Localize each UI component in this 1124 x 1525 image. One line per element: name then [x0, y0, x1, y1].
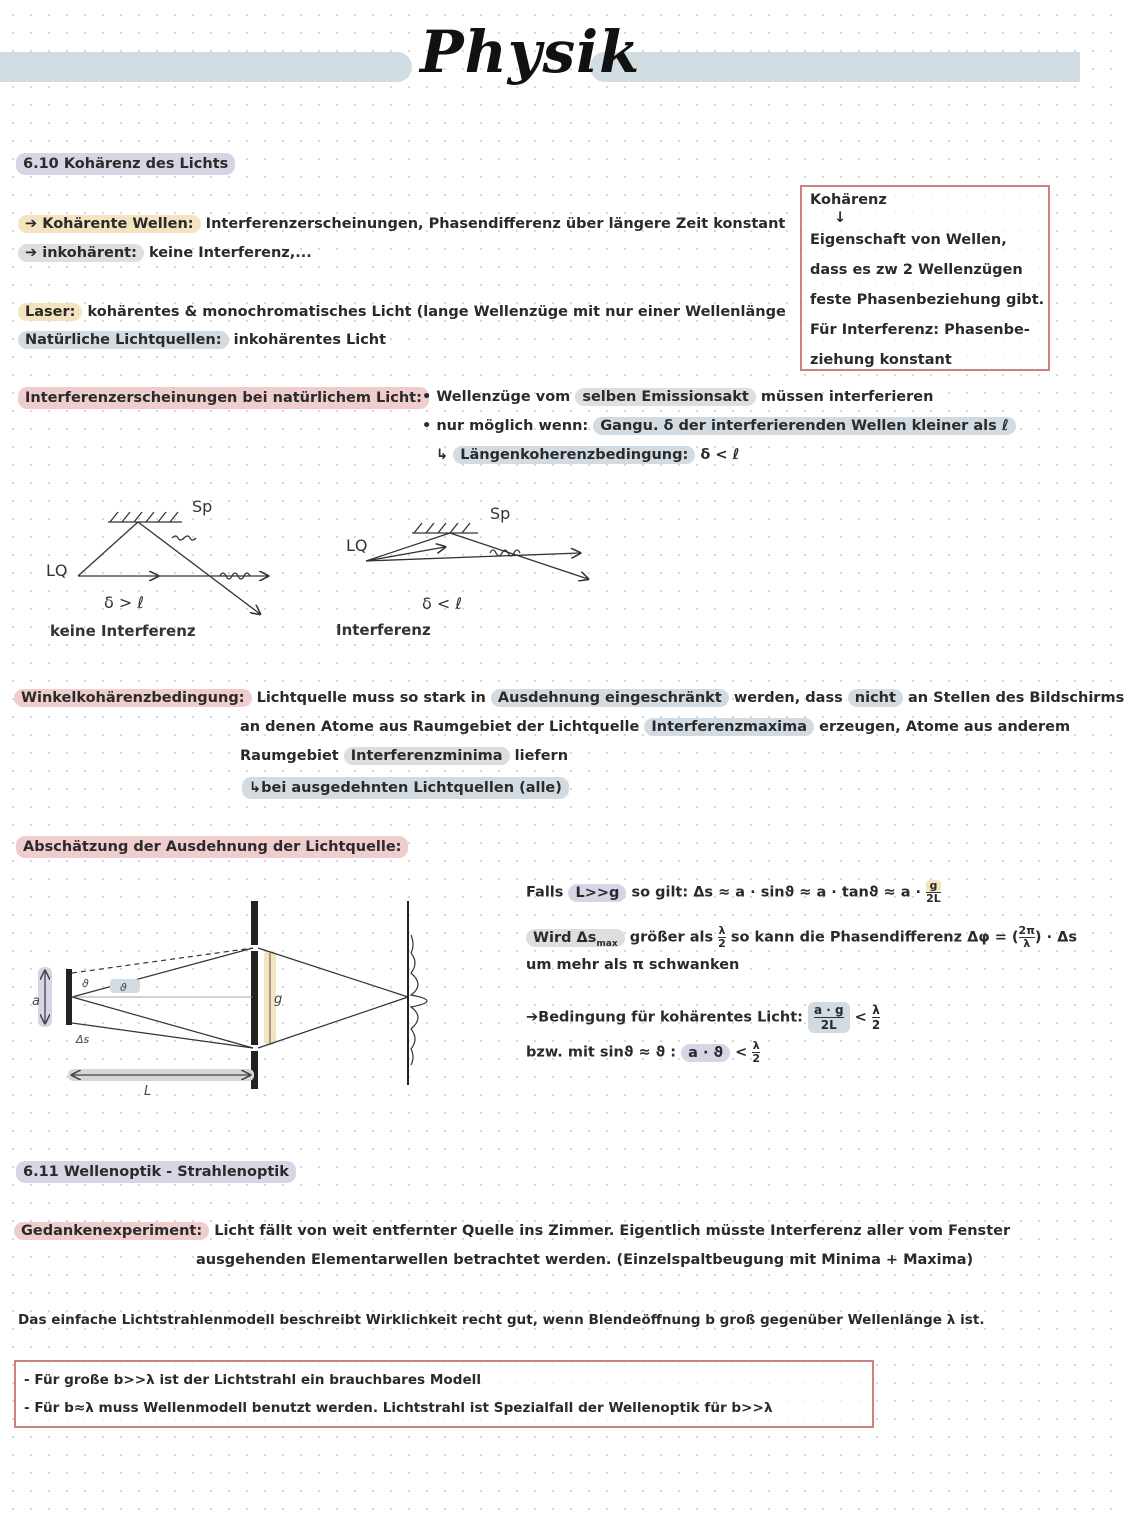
coherent-waves-line [18, 214, 785, 234]
estimation-label: Abschätzung der Ausdehnung der Lichtquelle: [16, 836, 408, 858]
thought-experiment-label: Gedankenexperiment: [14, 1222, 209, 1240]
coherent-text: Interferenzerscheinungen, Phasendifferenz über längere Zeit konstant [205, 216, 786, 232]
theta-label-2: ϑ [120, 981, 127, 994]
fraction-g-over-2L: $\frac{g}{2L}$ [926, 879, 941, 905]
L-label: L [144, 1084, 152, 1099]
emission-act-highlight: selben Emissionsakt [575, 388, 756, 406]
relation-label: δ > ℓ [104, 593, 144, 612]
natural-interference-label: Interferenzerscheinungen bei natürlichem Licht: [18, 387, 429, 409]
source-label: LQ [46, 561, 68, 580]
arrow-turn-icon: ↳ [436, 447, 449, 463]
incoherent-line [18, 243, 312, 263]
formula-line-4: ➔Bedingung für kohärentes Licht: $\frac{a \cdot g}{2L}$ < $\frac{\lambda}{2}$ [526, 1003, 881, 1032]
coherence-box-content [802, 187, 1048, 375]
section-heading-6-10: 6.10 Kohärenz des Lichts [16, 153, 235, 175]
page-title: Physik [420, 18, 641, 86]
g-label: g [274, 992, 283, 1007]
formula-line-2: Wird $\Delta s_{max}$ größer als $\frac{\lambda}{2}$ so kann die Phasendifferenz Δφ = ( $\frac{2\pi}{\lambda}$ ) · Δs [526, 925, 1077, 953]
length-coherence-formula: δ < ℓ [700, 447, 740, 463]
theta-label-1: ϑ [82, 977, 89, 990]
arrow-right-icon: ➔ [25, 216, 38, 232]
slit-plate-top [251, 901, 258, 945]
formula-line-5: bzw. mit sinϑ ≈ ϑ : a · ϑ < $\frac{\lambda}{2}$ [526, 1039, 761, 1065]
angular-coherence-line-1: Winkelkohärenzbedingung: Lichtquelle muss so stark in Ausdehnung eingeschränkt werden, dass nicht an Stellen des Bildschirms [14, 688, 1124, 708]
summary-line-2: - Für b≈λ muss Wellenmodell benutzt werden. Lichtstrahl ist Spezialfall der Wellenoptik für b>>λ [24, 1400, 773, 1416]
mirror-hatching [108, 512, 182, 522]
incoherent-label: ➔ inkohärent: [18, 244, 144, 262]
extended-sources-note: ↳bei ausgedehnten Lichtquellen (alle) [242, 777, 569, 799]
fraction-2pi-over-lambda: $\frac{2\pi}{\lambda}$ [1018, 924, 1035, 950]
formula-line-3: um mehr als π schwanken [526, 957, 740, 973]
path-difference-highlight: Gangu. δ der interferierenden Wellen kleiner als ℓ [593, 417, 1015, 435]
arrow-right-icon: ➔ [25, 245, 38, 261]
delta-s-max-highlight: Wird $\Delta s_{max}$ [526, 929, 625, 947]
light-rays [366, 533, 588, 579]
caption-no-interference: keine Interferenz [50, 622, 196, 640]
laser-label: Laser: [18, 303, 82, 321]
caption-interference: Interferenz [336, 621, 431, 639]
arrow-down-icon: ↓ [834, 210, 847, 226]
fraction-ag-over-2L: $\frac{a \cdot g}{2L}$ [808, 1002, 850, 1033]
coherence-line: feste Phasenbeziehung gibt. [810, 292, 1045, 308]
slit-plate-middle [251, 951, 258, 1045]
extent-limited-highlight: Ausdehnung eingeschränkt [491, 689, 729, 707]
mirror-hatching [412, 523, 478, 533]
thought-experiment-line-2: ausgehenden Elementarwellen betrachtet werden. (Einzelspaltbeugung mit Minima + Maxima) [196, 1252, 974, 1268]
mirror-label: Sp [192, 497, 213, 516]
double-slit-diagram [28, 895, 480, 1100]
natural-label: Natürliche Lichtquellen: [18, 331, 229, 349]
mirror-label: Sp [490, 504, 511, 523]
coherence-line: ziehung konstant [810, 352, 952, 368]
natural-sources-line [18, 330, 386, 350]
ray-model-summary-box [14, 1360, 874, 1428]
angular-coherence-line-2: an denen Atome aus Raumgebiet der Lichtquelle Interferenzmaxima erzeugen, Atome aus anderem [240, 719, 1071, 735]
section-heading-6-11: 6.11 Wellenoptik - Strahlenoptik [16, 1161, 296, 1183]
natural-interference-bullet-1: • Wellenzüge vom selben Emissionsakt müssen interferieren [422, 389, 934, 405]
not-highlight: nicht [848, 689, 903, 707]
laser-text: kohärentes & monochromatisches Licht (lange Wellenzüge mit nur einer Wellenlänge [87, 304, 786, 320]
a-label: a [32, 994, 40, 1009]
natural-interference-bullet-2: • nur möglich wenn: Gangu. δ der interferierenden Wellen kleiner als ℓ [422, 416, 1016, 436]
maxima-highlight: Interferenzmaxima [644, 718, 814, 736]
light-source [66, 969, 72, 1025]
fraction-lambda-over-2: $\frac{\lambda}{2}$ [752, 1039, 761, 1065]
coherence-line: Eigenschaft von Wellen, [810, 232, 1007, 248]
fraction-lambda-over-2: $\frac{\lambda}{2}$ [871, 1003, 881, 1032]
coherence-term: Kohärenz [810, 192, 887, 208]
diagram-no-interference [30, 490, 290, 650]
length-coherence-highlight: Längenkoherenzbedingung: [453, 446, 695, 464]
title-bar-left [0, 52, 412, 82]
natural-text: inkohärentes Licht [233, 332, 387, 348]
angular-coherence-line-3: Raumgebiet Interferenzminima liefern [240, 748, 569, 764]
length-coherence-condition [436, 445, 739, 465]
intensity-pattern [411, 935, 427, 1065]
formula-line-1: Falls L>>g so gilt: Δs ≈ a · sinϑ ≈ a · tanϑ ≈ a · $\frac{g}{2L}$ [526, 879, 941, 905]
slit-plate-bottom [251, 1051, 258, 1089]
ray-model-statement: Das einfache Lichtstrahlenmodell beschreibt Wirklichkeit recht gut, wenn Blendeöffnung b groß gegenüber Wellenlänge λ ist. [18, 1312, 985, 1328]
coherence-line: dass es zw 2 Wellenzügen [810, 262, 1023, 278]
laser-line [18, 302, 786, 322]
incoherent-text: keine Interferenz,... [148, 245, 312, 261]
a-theta-highlight: a · ϑ [681, 1044, 730, 1062]
coherent-label: ➔ Kohärente Wellen: [18, 215, 201, 233]
L-much-greater-g-highlight: L>>g [568, 884, 626, 902]
thought-experiment-line-1: Gedankenexperiment: Licht fällt von weit entfernter Quelle ins Zimmer. Eigentlich müsste Interferenz aller vom Fenster [14, 1221, 1010, 1241]
title-bar-right [590, 52, 1080, 82]
angular-coherence-label: Winkelkohärenzbedingung: [14, 689, 252, 707]
coherence-line: Für Interferenz: Phasenbe- [810, 322, 1030, 338]
minima-highlight: Interferenzminima [344, 747, 510, 765]
fraction-lambda-over-2: $\frac{\lambda}{2}$ [718, 924, 726, 950]
source-label: LQ [346, 536, 368, 555]
relation-label: δ < ℓ [422, 594, 462, 613]
coherence-definition-box [800, 185, 1050, 371]
summary-line-1: - Für große b>>λ ist der Lichtstrahl ein brauchbares Modell [24, 1372, 482, 1388]
delta-s-label: Δs [76, 1033, 90, 1046]
diagram-interference [330, 495, 600, 645]
